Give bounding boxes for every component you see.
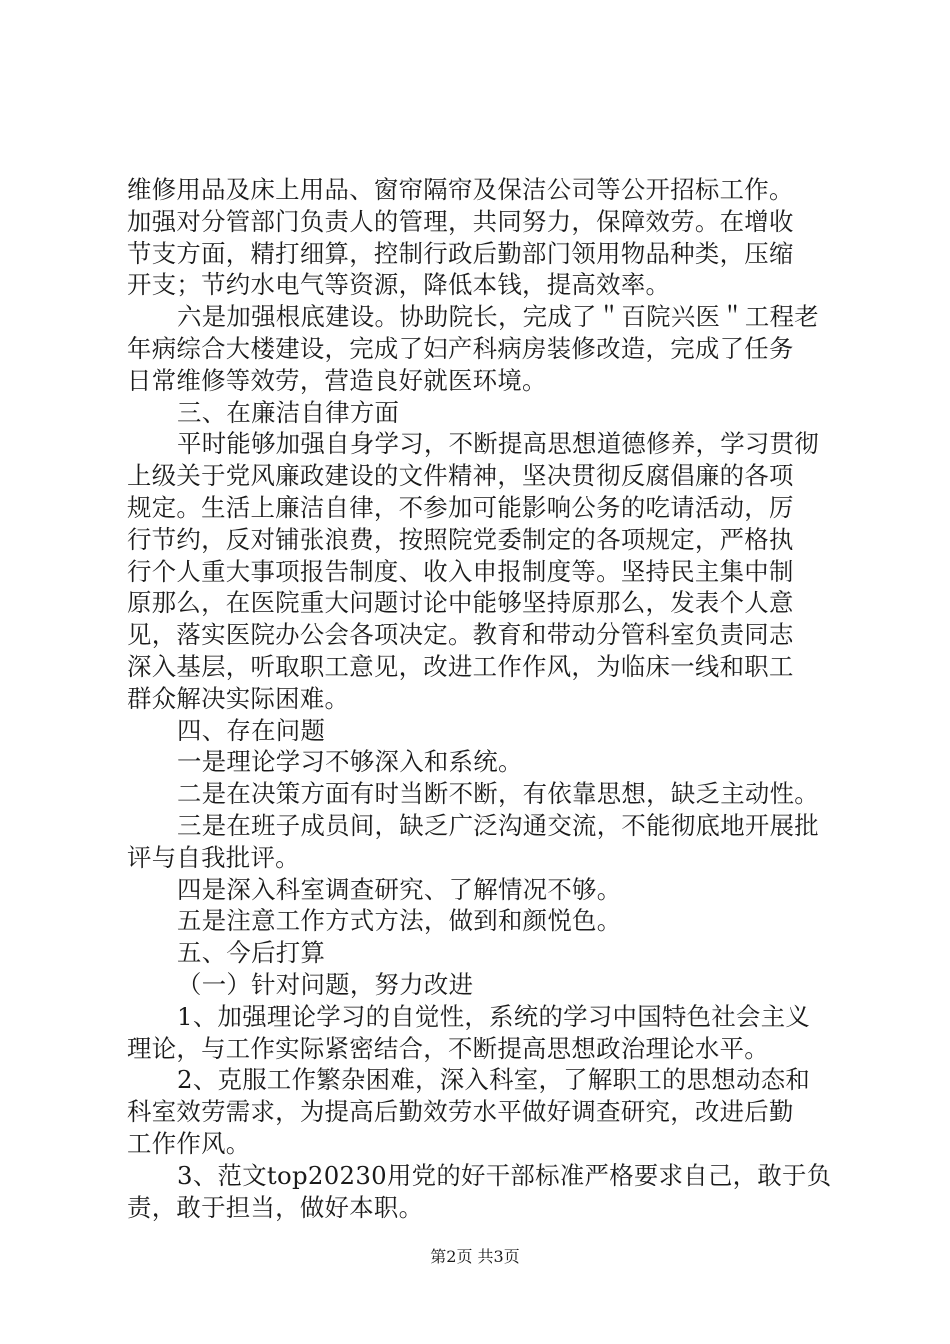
text-line: 科室效劳需求，为提高后勤效劳水平做好调查研究，改进后勤 <box>127 1097 794 1127</box>
text-line: 原那么，在医院重大问题讨论中能够坚持原那么，发表个人意 <box>127 588 794 618</box>
text-line: 2、克服工作繁杂困难，深入科室，了解职工的思想动态和 <box>177 1065 811 1095</box>
text-line: 三、在廉洁自律方面 <box>177 397 400 427</box>
text-line: 六是加强根底建设。协助院长，完成了＂百院兴医＂工程老 <box>177 302 819 332</box>
text-line: 评与自我批评。 <box>127 842 300 872</box>
text-line: 加强对分管部门负责人的管理，共同努力，保障效劳。在增收 <box>127 206 794 236</box>
text-line: 开支；节约水电气等资源，降低本钱，提高效率。 <box>127 270 671 300</box>
text-line: 五、今后打算 <box>177 938 326 968</box>
text-line: 理论，与工作实际紧密结合，不断提高思想政治理论水平。 <box>127 1033 769 1063</box>
text-line: 四是深入科室调查研究、了解情况不够。 <box>177 874 622 904</box>
text-line: 五是注意工作方式方法，做到和颜悦色。 <box>177 906 622 936</box>
text-line: 平时能够加强自身学习，不断提高思想道德修养，学习贯彻 <box>177 429 819 459</box>
text-line: 四、存在问题 <box>177 715 326 745</box>
text-line: 年病综合大楼建设，完成了妇产科病房装修改造，完成了任务 <box>127 333 794 363</box>
text-line: 见，落实医院办公会各项决定。教育和带动分管科室负责同志 <box>127 620 794 650</box>
text-line: 规定。生活上廉洁自律，不参加可能影响公务的吃请活动，厉 <box>127 492 794 522</box>
page-footer: 第2页 共3页 <box>430 1247 520 1266</box>
text-line: 行节约，反对铺张浪费，按照院党委制定的各项规定，严格执 <box>127 524 794 554</box>
document-body <box>127 174 832 1223</box>
text-line: 日常维修等效劳，营造良好就医环境。 <box>127 365 547 395</box>
text-line: 上级关于党风廉政建设的文件精神，坚决贯彻反腐倡廉的各项 <box>127 461 794 491</box>
text-line: 群众解决实际困难。 <box>127 683 350 713</box>
text-line: 责，敢于担当，做好本职。 <box>127 1192 424 1222</box>
text-line: 1、加强理论学习的自觉性，系统的学习中国特色社会主义 <box>177 1001 811 1031</box>
text-line: 维修用品及床上用品、窗帘隔帘及保洁公司等公开招标工作。 <box>127 175 794 204</box>
text-line: 节支方面，精打细算，控制行政后勤部门领用物品种类，压缩 <box>127 238 794 268</box>
text-line: 一是理论学习不够深入和系统。 <box>177 747 523 777</box>
text-line: 二是在决策方面有时当断不断，有依靠思想，缺乏主动性。 <box>177 779 819 809</box>
text-line: 行个人重大事项报告制度、收入申报制度等。坚持民主集中制 <box>127 556 794 586</box>
text-line: 三是在班子成员间，缺乏广泛沟通交流，不能彻底地开展批 <box>177 810 819 840</box>
text-line: 深入基层，听取职工意见，改进工作作风，为临床一线和职工 <box>127 651 794 681</box>
text-line: 工作作风。 <box>127 1128 251 1158</box>
text-line: （一）针对问题，努力改进 <box>177 969 474 999</box>
text-line: 3、范文top20230用党的好干部标准严格要求自己，敢于负 <box>177 1160 832 1190</box>
